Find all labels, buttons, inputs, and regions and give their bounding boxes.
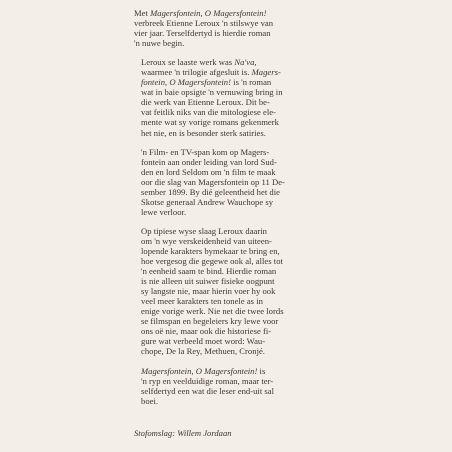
text-line: lewe verloor. <box>141 206 187 217</box>
text-line: den en lord Seldom om 'n film te maak <box>141 166 276 177</box>
text: Leroux se laaste werk was <box>141 57 235 68</box>
text: is 'n roman <box>231 77 272 88</box>
text: is <box>257 365 266 376</box>
text-line: Op tipiese wyse slaag Leroux daarin <box>141 225 267 236</box>
text-line: 'n ryp en veelduidige roman, maar ter- <box>141 375 274 386</box>
text-line: enige vorige werk. Nie net die twee lords <box>141 306 284 317</box>
text-line: 'n nuwe begin. <box>134 38 185 49</box>
paragraph-2 <box>134 57 320 137</box>
text-line: lopende karakters bymekaar te bring en, <box>141 245 280 256</box>
text-line: ons oë nie, maar ook die historiese fi- <box>141 326 272 337</box>
text-line: boei. <box>141 395 159 406</box>
text-line: 'n Film- en TV-span kom op Magers- <box>141 146 270 157</box>
text: waarmee 'n trilogie afgesluit is. <box>141 67 252 78</box>
book-title: Magersfontein, O Magersfontein! <box>141 365 258 376</box>
text-line: se filmspan en begeleiers kry lewe voor <box>141 316 279 327</box>
text-line: oor die slag van Magersfontein op 11 De- <box>141 176 285 187</box>
text-line: gure wat verbeeld moet word: Wau- <box>141 336 266 347</box>
text-line: hoe vergesog die gegewe ook al, alles tot <box>141 256 283 267</box>
text-line: sy langste nie, maar hierin voer hy ook <box>141 286 276 297</box>
text-line: 'n eenheid saam te bind. Hierdie roman <box>141 266 277 277</box>
paragraph-1 <box>134 8 320 48</box>
text: Met <box>134 8 151 18</box>
text-line: is nie alleen uit suiwer fisieke oogpunt <box>141 276 275 287</box>
text-line: mente wat sy vorige romans gekenmerk <box>141 117 279 128</box>
paragraph-3 <box>134 147 320 217</box>
paragraph-5 <box>134 366 320 406</box>
book-title: fontein, O Magersfontein! <box>141 77 232 88</box>
text-line: Skotse generaal Andrew Wauchope sy <box>141 196 274 207</box>
text-line: die werk van Etienne Leroux. Dit be- <box>141 97 270 108</box>
book-title: Magersfontein, O Magersfontein! <box>150 8 267 18</box>
text-line: sember 1899. By dié geleentheid het die <box>141 186 280 197</box>
blurb-text <box>134 8 320 415</box>
paragraph-4 <box>134 226 320 357</box>
book-title: Na'va, <box>234 57 257 68</box>
text-line: om 'n wye verskeidenheid van uiteen- <box>141 235 272 246</box>
book-title: Magers- <box>251 67 281 78</box>
text-line: selfdertyd een wat die leser end-uit sal <box>141 385 274 396</box>
text-line: vat feitlik niks van die mitologiese ele- <box>141 107 276 118</box>
text-line: veel meer karakters ten tonele as in <box>141 296 263 307</box>
text-line: chope, De la Rey, Methuen, Cronjé. <box>141 346 265 357</box>
text-line: vier jaar. Terselfdertyd is hierdie roman <box>134 28 271 39</box>
text-line: verbreek Etienne Leroux 'n stilswye van <box>134 18 274 29</box>
cover-design-credit: Stofomslag: Willem Jordaan <box>134 428 232 438</box>
text-line: fontein aan onder leiding van lord Sud- <box>141 156 277 167</box>
text-line: het nie, en is besonder sterk satiries. <box>141 127 266 138</box>
text-line: wat in baie opsigte 'n vernuwing bring in <box>141 87 283 98</box>
